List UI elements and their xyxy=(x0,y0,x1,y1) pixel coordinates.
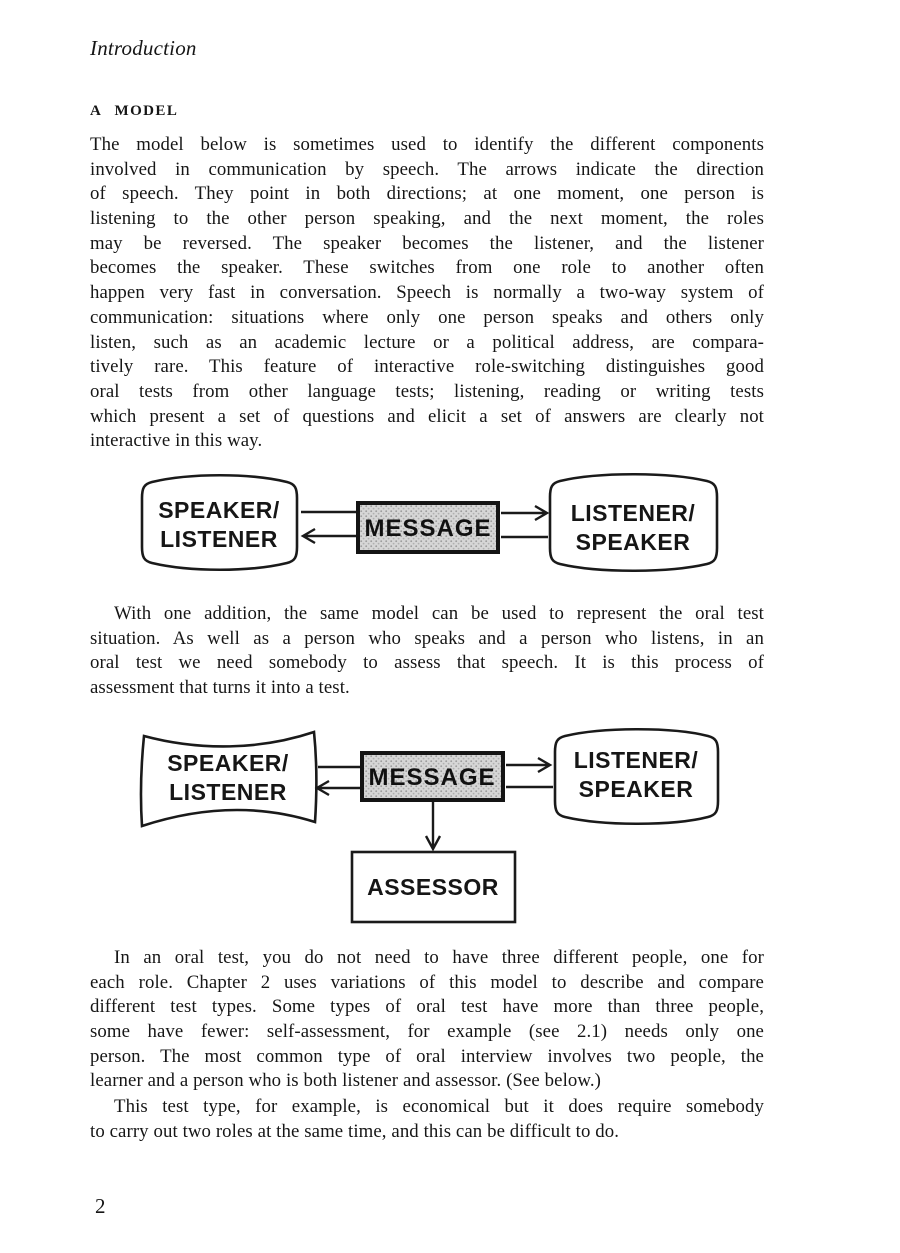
text-line: oral tests from other language tests; listening, reading or writing tests xyxy=(90,380,764,402)
speaker-listener-label-line2: LISTENER xyxy=(169,779,287,805)
text-line: each role. Chapter 2 uses variations of this model to describe and compare xyxy=(90,971,764,993)
section-heading: A MODEL xyxy=(90,103,179,119)
text-line: happen very fast in conversation. Speech is normally a two-way system of xyxy=(90,282,764,304)
speaker-listener-label-line1: SPEAKER/ xyxy=(167,750,289,776)
arrow-message-to-assessor xyxy=(426,802,440,849)
message-label: MESSAGE xyxy=(368,764,496,791)
speaker-listener-label-line2: LISTENER xyxy=(160,526,278,552)
text-line: person. The most common type of oral interview involves two people, the xyxy=(90,1045,764,1067)
paragraph-3 xyxy=(90,946,764,1094)
text-line: The model below is sometimes used to identify the different components xyxy=(90,134,764,155)
listener-speaker-label-line2: SPEAKER xyxy=(578,776,694,802)
text-line: different test types. Some types of oral test have more than three people, xyxy=(90,996,764,1018)
text-line: listen, such as an academic lecture or a political address, are compara- xyxy=(90,331,764,353)
arrow-message-to-left xyxy=(303,529,356,543)
message-label: MESSAGE xyxy=(364,515,492,542)
text-line: interactive in this way. xyxy=(90,430,263,452)
arrow-message-to-right xyxy=(501,506,547,520)
text-line: becomes the speaker. These switches from one role to another often xyxy=(90,257,764,279)
text-line: tively rare. This feature of interactive role-switching distinguishes good xyxy=(90,356,764,378)
running-head: Introduction xyxy=(90,36,197,60)
listener-speaker-label-line1: LISTENER/ xyxy=(573,747,699,773)
text-line: learner and a person who is both listener and assessor. (See below.) xyxy=(90,1070,601,1092)
text-line: assessment that turns it into a test. xyxy=(90,677,350,699)
text-line: With one addition, the same model can be used to represent the oral test xyxy=(114,603,764,624)
paragraph-2 xyxy=(90,602,764,701)
text-line: which present a set of questions and elicit a set of answers are clearly not xyxy=(90,405,764,427)
text-line: of speech. They point in both directions; at one moment, one person is xyxy=(90,183,764,205)
listener-speaker-label-line1: LISTENER/ xyxy=(570,500,696,526)
text-line: In an oral test, you do not need to have three different people, one for xyxy=(114,947,764,968)
page-number: 2 xyxy=(95,1194,106,1218)
oral-test-model-diagram xyxy=(0,710,900,942)
text-line: involved in communication by speech. The arrows indicate the direction xyxy=(90,158,764,180)
text-line: some have fewer: self-assessment, for example (see 2.1) needs only one xyxy=(90,1021,764,1043)
text-line: listening to the other person speaking, and the next moment, the roles xyxy=(90,208,764,230)
text-line: communication: situations where only one person speaks and others only xyxy=(90,306,764,328)
communication-model-diagram xyxy=(0,465,900,600)
text-line: situation. As well as a person who speaks and a person who listens, in an xyxy=(90,627,764,649)
text-line: to carry out two roles at the same time, and this can be difficult to do. xyxy=(90,1120,620,1142)
listener-speaker-label-line2: SPEAKER xyxy=(575,529,691,555)
arrow-message-to-left xyxy=(317,781,360,795)
assessor-label: ASSESSOR xyxy=(367,874,499,900)
text-line: This test type, for example, is economical but it does require somebody xyxy=(114,1096,764,1117)
paragraph-4 xyxy=(90,1095,764,1144)
text-line: oral test we need somebody to assess that speech. It is this process of xyxy=(90,652,764,674)
speaker-listener-label-line1: SPEAKER/ xyxy=(158,497,280,523)
text-line: may be reversed. The speaker becomes the listener, and the listener xyxy=(90,232,764,254)
arrow-message-to-right xyxy=(506,758,550,772)
paragraph-1 xyxy=(90,133,764,454)
